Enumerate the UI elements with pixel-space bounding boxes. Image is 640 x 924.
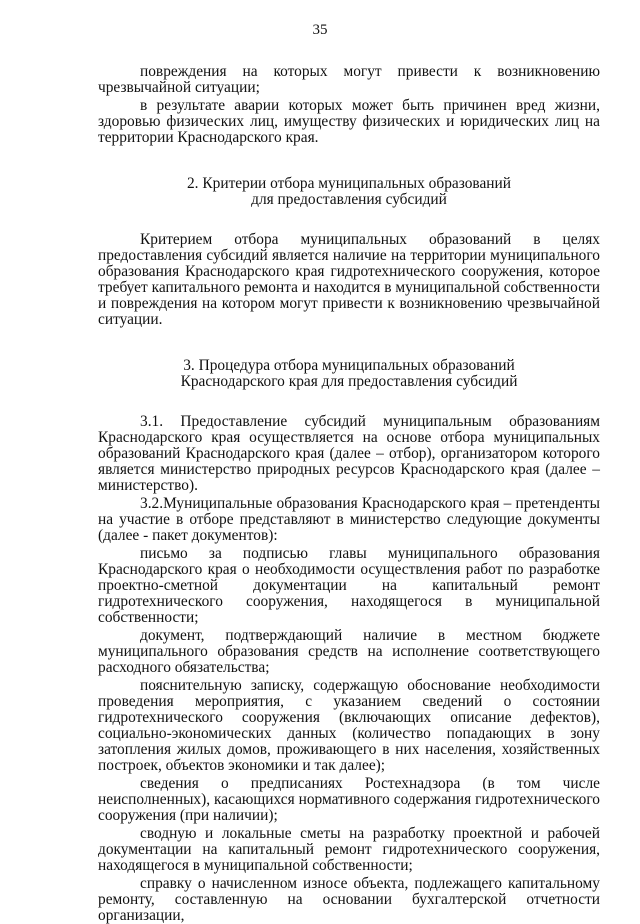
section-2-heading-line-1: 2. Критерии отбора муниципальных образований xyxy=(186,175,512,192)
section-3-heading-line-2: Краснодарского края для предоставления субсидий xyxy=(180,373,518,390)
section-3-paragraph-3-2: 3.2.Муниципальные образования Краснодарского края – претенденты на участие в отборе представляют в министерство следующие документы (далее - пакет документов): xyxy=(98,495,600,544)
section-2-paragraph: Критерием отбора муниципальных образований в целях предоставления субсидий является наличие на территории муниципального образования Краснодарского края гидротехнического сооружения, которое требует капитального ремонта и находится в муниципальной собственности и повреждения на котором могут привести к возникновению чрезвычайной ситуации. xyxy=(98,231,600,328)
document-item-estimates: сводную и локальные сметы на разработку проектной и рабочей документации на капитальный ремонт гидротехнического сооружения, находящегося в муниципальной собственности; xyxy=(98,825,600,874)
section-3-heading xyxy=(98,358,600,390)
document-item-letter: письмо за подписью главы муниципального образования Краснодарского края о необходимости осуществления работ по разработке проектно-сметной документации на капитальный ремонт гидротехнического сооружения, находящегося в муниципальной собственности; xyxy=(98,545,600,626)
document-item-explanatory-note: пояснительную записку, содержащую обоснование необходимости проведения мероприятия, с указанием сведений о состоянии гидротехнического сооружения (включающих описание дефектов), социально-экономических данных (количество попадающих в зону затопления жилых домов, проживающего в них населения, хозяйственных построек, объектов экономики и так далее); xyxy=(98,677,600,774)
section-3-heading-line-1: 3. Процедура отбора муниципальных образований xyxy=(183,357,515,374)
document-item-rostekhnadzor: сведения о предписаниях Ростехнадзора (в том числе неисполненных), касающихся нормативного содержания гидротехнического сооружения (при наличии); xyxy=(98,775,600,824)
document-item-budget-confirmation: документ, подтверждающий наличие в местном бюджете муниципального образования средств на исполнение соответствующего расходного обязательства; xyxy=(98,627,600,676)
document-body xyxy=(98,64,600,924)
paragraph-top-1: повреждения на которых могут привести к возникновению чрезвычайной ситуации; xyxy=(98,63,600,96)
section-3-paragraph-3-1: 3.1. Предоставление субсидий муниципальным образованиям Краснодарского края осуществляется на основе отбора муниципальных образований Краснодарского края (далее – отбор), организатором которого является министерство природных ресурсов Краснодарского края (далее – министерство). xyxy=(98,413,600,494)
document-item-depreciation-certificate: справку о начисленном износе объекта, подлежащего капитальному ремонту, составленную на основании бухгалтерской отчетности организации, xyxy=(98,875,600,924)
section-2-heading xyxy=(98,176,600,208)
page-number: 35 xyxy=(312,22,328,38)
paragraph-top-2: в результате аварии которых может быть причинен вред жизни, здоровью физических лиц, имуществу физических и юридических лиц на территории Краснодарского края. xyxy=(98,97,600,146)
section-2-heading-line-2: для предоставления субсидий xyxy=(251,191,447,208)
